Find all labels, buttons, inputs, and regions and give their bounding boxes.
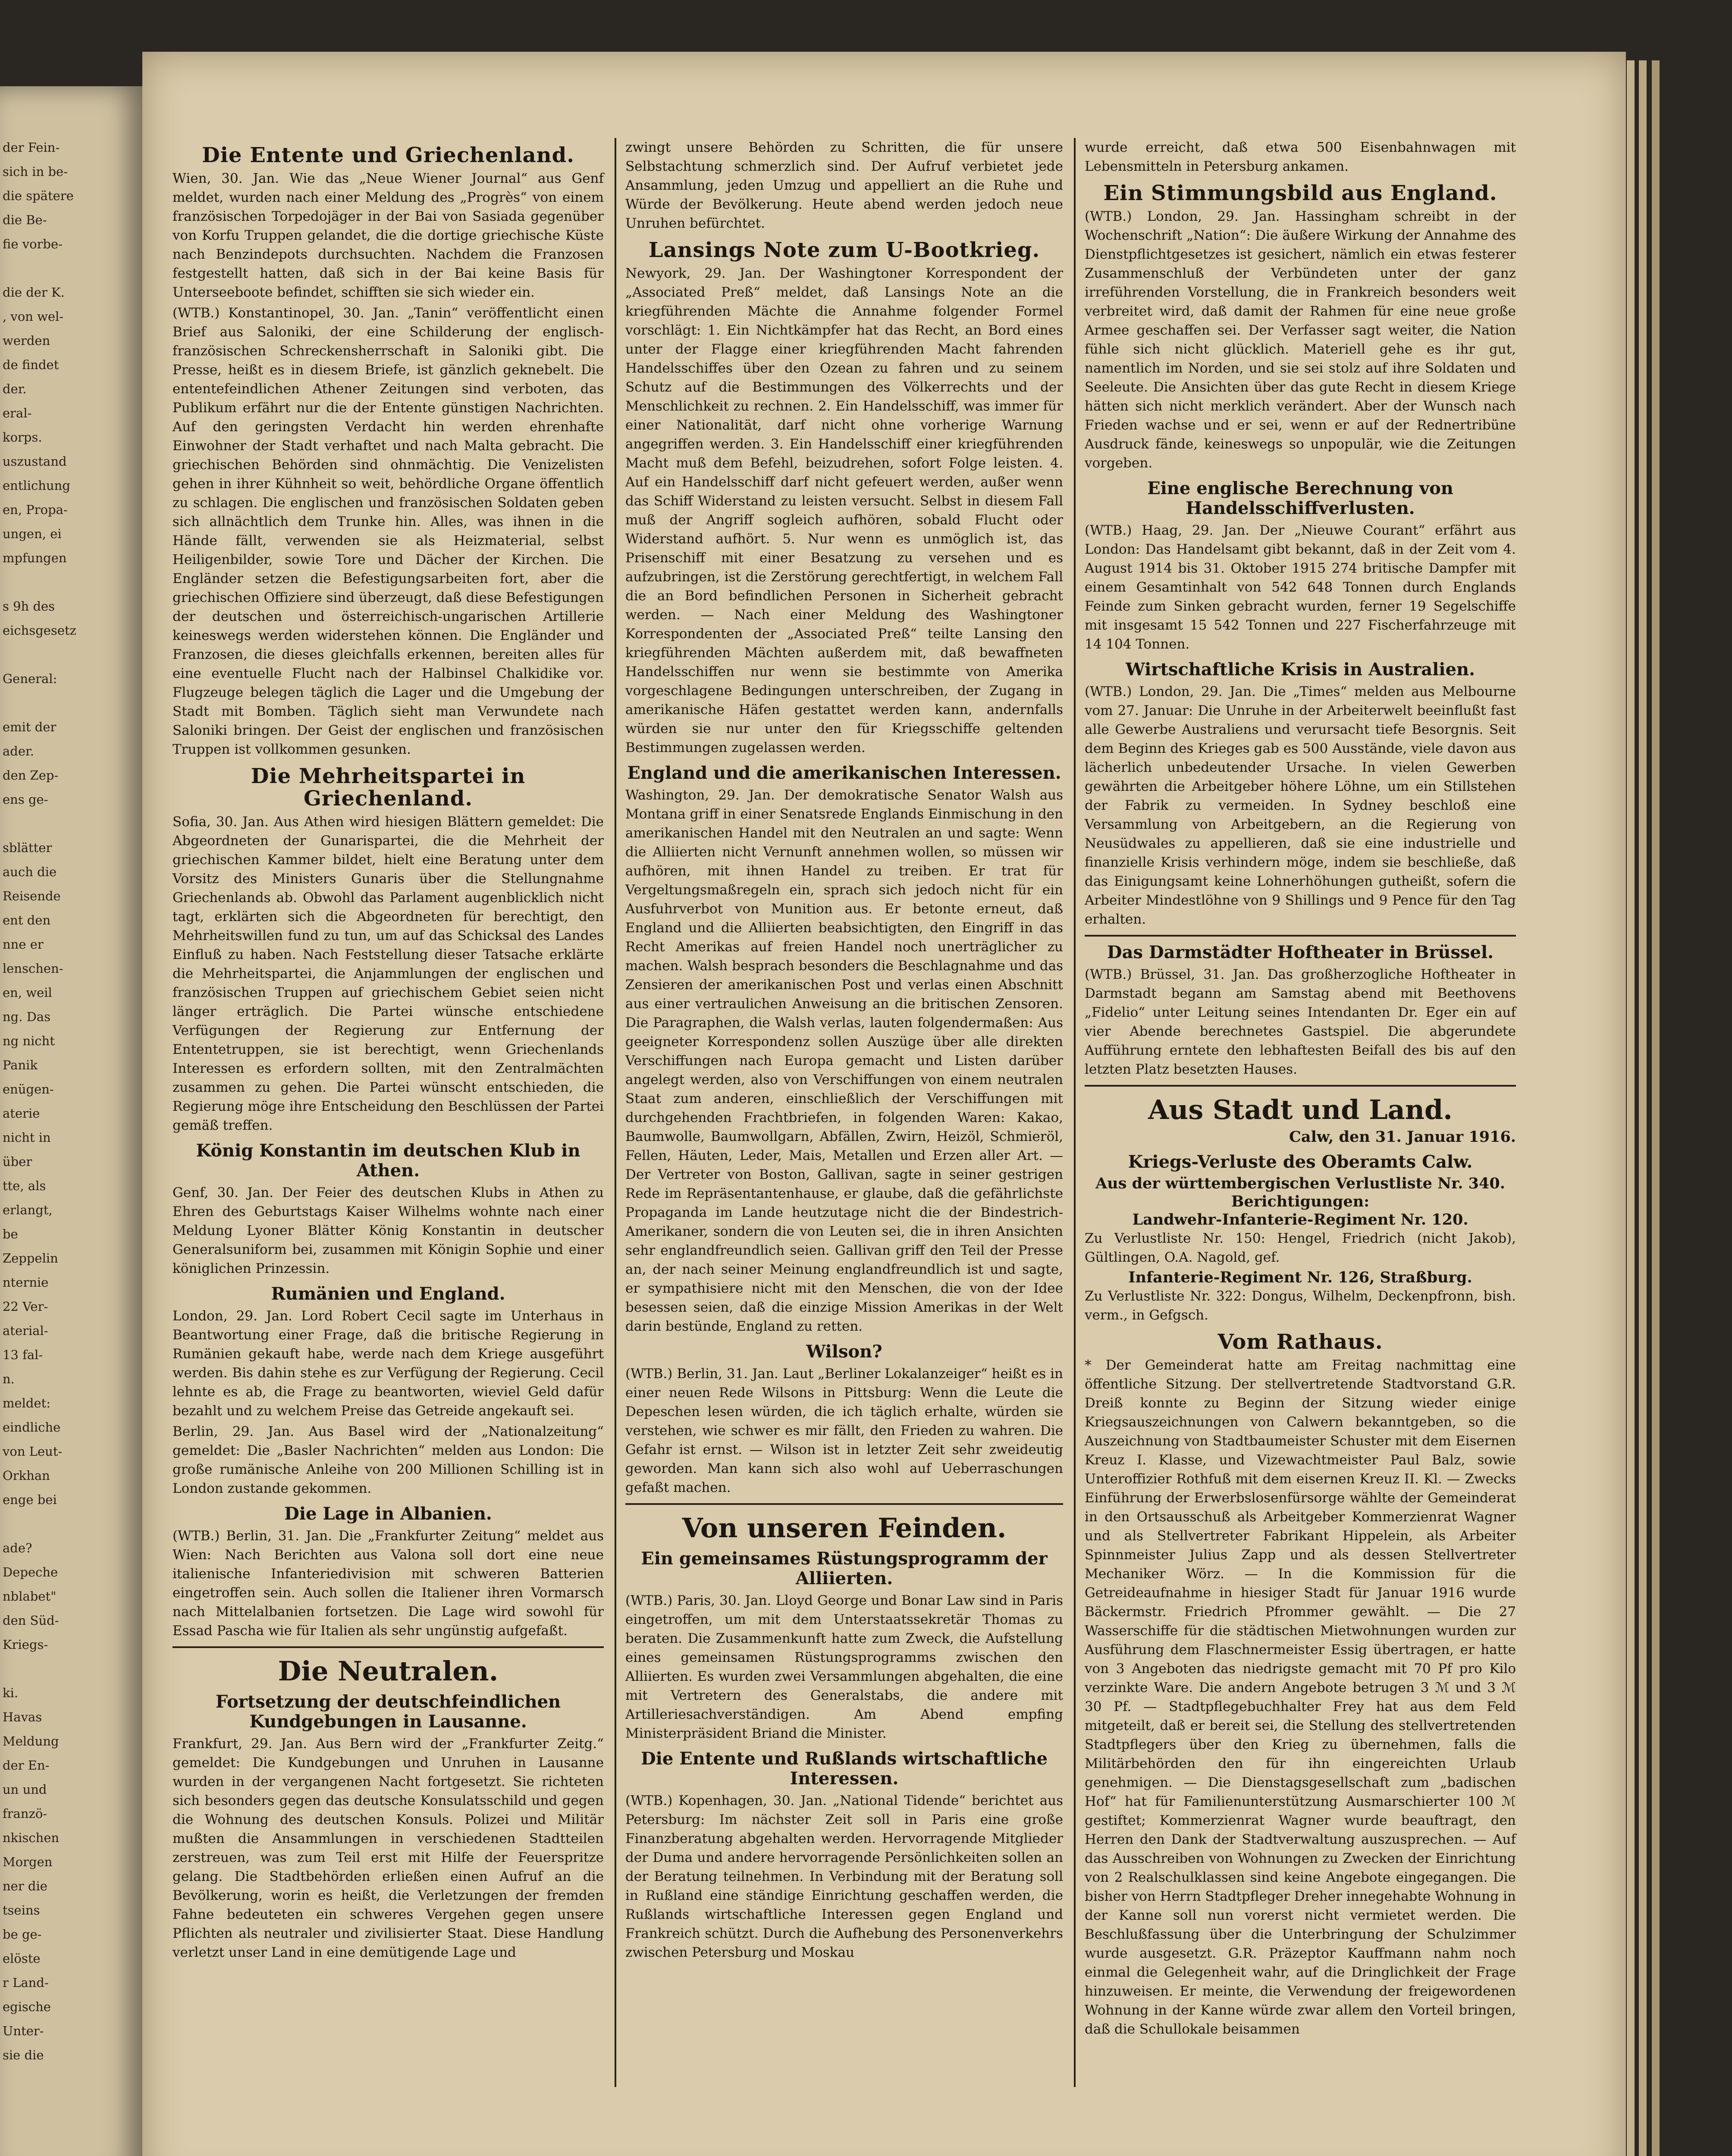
section-heading: Von unseren Feinden. <box>682 1512 1007 1544</box>
article-text: Newyork, 29. Jan. Der Washingtoner Korrespondent der „Associated Preß“ meldet, daß Lansings Note an die kriegführenden Mächte die Annahme folgender Formel vorschlägt: 1. Ein Nichtkämpfer hat das Recht, an Bord eines unter der Flagge einer kriegführenden Macht fahrenden Handelsschiffes über den Ozean zu fahren und zu seinem Schutz auf die Bestimmungen des Völkerrechts und der Menschlichkeit zu rechnen. 2. Ein Handelsschiff, was immer für einer Nationalität, darf nicht ohne vorherige Warnung angegriffen werden. 3. Ein Handelsschiff einer kriegführenden Macht muß dem Befehl, beizudrehen, sofort Folge leisten. 4. Auf ein Handelsschiff darf nicht gefeuert werden, außer wenn das Schiff Widerstand zu leisten versucht. Selbst in diesem Fall muß der Angriff sogleich aufhören, sobald Flucht oder Widerstand aufhört. 5. Nur wenn es unmöglich ist, das Prisenschiff mit einer Besatzung zu versehen und es aufzubringen, ist die Zerstörung gerechtfertigt, in welchem Fall die an Bord befindlichen Personen in Sicherheit gebracht werden. — Nach einer Meldung des Washingtoner Korrespondenten der „Associated Preß“ teilte Lansing den kriegführenden Mächten außerdem mit, daß bewaffneten Handelsschiffen nur wenn sie bestimmte von Amerika vorgeschlagene Bedingungen unterschreiben, der Zugang in amerikanische Häfen gestattet werden kann, andernfalls würden sie nur unter den für Kriegsschiffe geltenden Bestimmungen zugelassen werden. <box>625 266 1063 755</box>
subheading: Berichtigungen: <box>1231 1193 1370 1210</box>
margin-fragment: aterie <box>3 1106 40 1121</box>
margin-fragment: Depeche <box>3 1565 58 1579</box>
margin-fragment: auch die <box>3 865 57 879</box>
page-edge <box>1627 60 1635 2156</box>
margin-fragment: enge bei <box>3 1492 57 1507</box>
margin-fragment: ade? <box>3 1541 32 1555</box>
margin-fragment: Reisende <box>3 889 61 903</box>
margin-fragment: ng. Das <box>3 1009 51 1024</box>
margin-fragment: Morgen <box>3 1855 53 1869</box>
margin-fragment: 22 Ver- <box>3 1299 48 1314</box>
headline: Die Lage in Albanien. <box>284 1504 492 1524</box>
margin-fragment: der Fein- <box>3 140 60 155</box>
headline: Eine englische Berechnung von Handelsschiffverlusten. <box>1147 478 1453 518</box>
margin-fragment: nicht in <box>3 1130 51 1145</box>
article-text: (WTB.) Brüssel, 31. Jan. Das großherzogliche Hoftheater in Darmstadt begann am Samstag abend mit Beethovens „Fidelio“ unter Leitung seines Intendanten Dr. Eger ein auf vier Abende berechnetes Gastspiel. Die abgerundete Aufführung erntete den lebhaftesten Beifall des bis auf den letzten Platz besetzten Hauses. <box>1085 967 1516 1077</box>
section-heading: Aus Stadt und Land. <box>1148 1094 1453 1125</box>
margin-fragment: korps. <box>3 430 42 445</box>
section-divider <box>1085 935 1516 937</box>
margin-fragment: ki. <box>3 1686 19 1700</box>
margin-fragment: ner die <box>3 1879 47 1893</box>
article-text: London, 29. Jan. Lord Robert Cecil sagte im Unterhaus in Beantwortung einer Frage, daß die britische Regierung in Rumänien gekauft habe, werde nach dem Kriege ausgeführt werden. Bis dahin stehe es zur Verfügung der Regierung. Cecil lehnte es ab, die Frage zu beantworten, wieviel Geld dafür bezahlt und zu welchem Preise das Getreide angekauft sei. <box>173 1308 604 1419</box>
margin-fragment: fie vorbe- <box>3 237 63 251</box>
margin-fragment: werden <box>3 333 50 348</box>
article-text: Berlin, 29. Jan. Aus Basel wird der „Nationalzeitung“ gemeldet: Die „Basler Nachrichten“ melden aus London: Die große rumänische Anleihe von 200 Millionen Schilling ist in London zustande gekommen. <box>173 1424 604 1496</box>
article-text: Wien, 30. Jan. Wie das „Neue Wiener Journal“ aus Genf meldet, wurden nach einer Meldung des „Progrès“ von einem französischen Torpedojäger in der Bai von Sasiada gegenüber von Korfu Truppen gelandet, die die dortige griechische Küste nach Benzindepots durchsuchten. Nachdem die Franzosen festgestellt hatten, daß sich in der Bai keine Basis für Unterseeboote befindet, schifften sie sich wieder ein. <box>173 171 604 300</box>
subheading: Aus der württembergischen Verlustliste Nr. 340. <box>1095 1175 1505 1192</box>
headline: Wilson? <box>806 1341 882 1362</box>
margin-fragment: der En- <box>3 1758 50 1773</box>
margin-fragment: eindliche <box>3 1420 61 1435</box>
margin-fragment: Havas <box>3 1710 42 1724</box>
article-text: (WTB.) London, 29. Jan. Die „Times“ melden aus Melbourne vom 27. Januar: Die Unruhe in der Arbeiterwelt beeinflußt fast alle Gewerbe Australiens und verursacht tiefe Besorgnis. Seit dem Beginn des Krieges gab es 500 Ausstände, viele davon aus lächerlich unbedeutender Ursache. In vielen Gewerben gewährten die Arbeitgeber höhere Löhne, um ein Stillstehen der Fabrik zu vermeiden. In Sydney beschloß eine Versammlung von Arbeitgebern, an die Regierung von Neusüdwales zu appellieren, daß sie eine industrielle und finanzielle Krisis verhindern möge, indem sie beschließe, daß das Einigungsamt keine Lohnerhöhungen gutheißt, sofern die Arbeiter Mindestlöhne von 9 Shillings und 9 Pence für den Tag erhalten. <box>1085 684 1516 927</box>
headline: Ein Stimmungsbild aus England. <box>1103 181 1497 205</box>
margin-fragment: nne er <box>3 937 44 952</box>
subheading: Landwehr-Infanterie-Regiment Nr. 120. <box>1132 1211 1468 1228</box>
margin-fragment: sich in be- <box>3 164 68 179</box>
margin-fragment: n. <box>3 1372 15 1386</box>
headline: Wirtschaftliche Krisis in Australien. <box>1125 659 1475 680</box>
article-text: Sofia, 30. Jan. Aus Athen wird hiesigen Blättern gemeldet: Die Abgeordneten der Gunarispartei, die die Mehrheit der griechischen Kammer bildet, hielt eine Beratung unter dem Vorsitz des Ministers Gunaris über die Stellungnahme Griechenlands ab. Obwohl das Parlament augenblicklich nicht tagt, erklärten sich die Abgeordneten für berechtigt, den Mehrheitswillen fund zu tun, um auf das Schicksal des Landes Einfluß zu haben. Nach Feststellung dieser Tatsache erklärte die Mehrheitspartei, die Anjammlungen der englischen und französischen Truppen auf griechischem Gebiet seien nicht länger erträglich. Die Partei wünsche entschiedene Verfügungen der Regierung zur Entfernung der Ententetruppen, sie ist berechtigt, wenn Griechenlands Interessen es erfordern sollten, mit den Zentralmächten zusammen zu gehen. Die Partei wünscht entschieden, die Regierung möge ihre Entscheidung den Beschlüssen der Partei gemäß treffen. <box>173 814 604 1133</box>
margin-fragment: 13 fal- <box>3 1348 43 1362</box>
margin-fragment: den Süd- <box>3 1613 59 1628</box>
margin-fragment: uszustand <box>3 454 67 469</box>
margin-fragment: egische <box>3 1999 51 2014</box>
article-text: wurde erreicht, daß etwa 500 Eisenbahnwagen mit Lebensmitteln in Petersburg ankamen. <box>1085 140 1516 174</box>
margin-fragment: en, Propa- <box>3 502 68 517</box>
margin-fragment: ent den <box>3 913 51 928</box>
margin-fragment: nblabet" <box>3 1589 56 1604</box>
article-text: (WTB.) Haag, 29. Jan. Der „Nieuwe Courant“ erfährt aus London: Das Handelsamt gibt bekannt, daß in der Zeit vom 4. August 1914 bis 31. Oktober 1915 274 britische Dampfer mit einem Gesamtinhalt von 542 648 Tonnen durch Englands Feinde zum Sinken gebracht wurden, ferner 19 Segelschiffe mit insgesamt 15 542 Tonnen und 227 Fischerfahrzeuge mit 14 104 Tonnen. <box>1085 523 1516 652</box>
headline: Ein gemeinsames Rüstungsprogramm der Alliierten. <box>641 1548 1048 1589</box>
headline: Kriegs-Verluste des Oberamts Calw. <box>1128 1152 1473 1172</box>
margin-fragment: de findet <box>3 357 59 372</box>
margin-fragment: s 9h des <box>3 599 55 614</box>
margin-fragment: emit der <box>3 720 56 734</box>
article-text: Washington, 29. Jan. Der demokratische Senator Walsh aus Montana griff in einer Senatsrede Englands Einmischung in den amerikanischen Handel mit den Neutralen an und sagte: Wenn die Alliierten nicht Vernunft annehmen wollen, so müssen wir aufhören, mit ihnen Handel zu treiben. Er trat für Vergeltungsmaßregeln ein, sprach sich jedoch nicht für ein Ausfuhrverbot von Munition aus. Er betonte erneut, daß England und die Alliierten beabsichtigten, den Eingriff in das Recht Amerikas auf freien Handel noch unerträglicher zu machen. Walsh besprach besonders die Beschlagnahme und das Zensieren der amerikanischen Post und verlas einen Abschnitt aus einer vertraulichen Anweisung an die britischen Zensoren. Die Paragraphen, die Walsh verlas, lauten folgendermaßen: Aus geeigneter Korrespondenz sollen Auszüge über alle direkten Verschiffungen nach Europa gemacht und Listen darüber angelegt werden, also von Verschiffungen von einem neutralen Staat zum anderen, einschließlich der Verschiffungen mit durchgehenden Frachtbriefen, in folgenden Waren: Kakao, Baumwolle, Baumwollgarn, Abfällen, Zwirn, Heizöl, Schmieröl, Fellen, Häuten, Leder, Mais, Metallen und Erzen aller Art. — Der Vertreter von Boston, Gallivan, sagte in seiner gestrigen Rede im Repräsentantenhause, er glaube, daß die gefährlichste Propaganda im Lande heutzutage nicht die der Bindestrich-Amerikaner, sondern die von Leuten sei, die in ihren Ansichten sehr englandfreundlich seien. Gallivan griff den Teil der Presse an, der nach seiner Meinung englandfreundlich ist und sagte, er sympathisiere nicht mit den Menschen, die von der Idee besessen seien, daß die einzige Mission Amerikas in der Welt darin bestünde, England zu retten. <box>625 787 1063 1334</box>
margin-fragment: mpfungen <box>3 551 67 565</box>
margin-fragment: , von wel- <box>3 309 64 324</box>
section-heading: Die Neutralen. <box>278 1655 499 1687</box>
margin-fragment: eral- <box>3 406 32 420</box>
headline: Lansings Note zum U-Bootkrieg. <box>648 238 1040 262</box>
margin-fragment: franzö- <box>3 1806 47 1821</box>
margin-fragment: die spätere <box>3 188 74 203</box>
page-edge <box>1639 60 1647 2156</box>
margin-fragment: elöste <box>3 1951 41 1966</box>
margin-fragment: Meldung <box>3 1734 59 1749</box>
margin-fragment: General: <box>3 671 57 686</box>
section-divider <box>1085 1085 1516 1087</box>
dateline: Calw, den 31. Januar 1916. <box>1289 1128 1516 1146</box>
margin-fragment: die der K. <box>3 285 65 300</box>
margin-fragment: tte, als <box>3 1178 46 1193</box>
article-text: * Der Gemeinderat hatte am Freitag nachmittag eine öffentliche Sitzung. Der stellvertretende Stadtvorstand G.R. Dreiß konnte zu Beginn der Sitzung wieder einige Kriegsauszeichnungen von Calwern bekanntgeben, so die Auszeichnung von Stadtbaumeister Schuster mit dem Eisernen Kreuz I. Klasse, und Vizewachtmeister Paul Balz, sowie Unteroffizier Rothfuß mit dem eisernen Kreuz II. Kl. — Zwecks Einführung der Erwerbslosenfürsorge wählte der Gemeinderat in den Ortsausschuß als Arbeitgeber Kommerzienrat Wagner und als Stellvertreter Fabrikant Hippelein, als Arbeiter Spinnmeister Julius Zapp und als dessen Stellvertreter Mechaniker Wörz. — In die Kommission für die Getreideaufnahme in hiesiger Stadt für Januar 1916 wurde Bäckermstr. Friedrich Pfrommer gewählt. — Die 27 Wasserschiffe für die städtischen Mietwohnungen wurden zur Ausführung dem Flaschnermeister Essig übertragen, er hatte von 3 Angeboten das niedrigste gemacht mit 70 Pf pro Kilo verzinkte Ware. Die andern Angebote betrugen 3 ℳ und 3 ℳ 30 Pf. — Stadtpflegebuchhalter Frey hat aus dem Feld mitgeteilt, daß er bereit sei, die Stellung des stellvertretenden Stadtpflegers über den Krieg zu übernehmen, falls die Militärbehörden den für ihn eingereichten Urlaub genehmigen. — Die Dienstagsgesellschaft zum „badischen Hof“ hat für Familienunterstützung Ausmarschierter 100 ℳ gestiftet; Kommerzienrat Wagner wurde beauftragt, den Herren den Dank der Stadtverwaltung auszusprechen. — Auf das Ausschreiben von Wohnungen zu Zwecken der Einrichtung von 2 Realschulklassen sind keine Angebote eingegangen. Die bisher von Herrn Stadtpfleger Dreher innegehabte Wohnung in der Kanne soll nun vorerst nicht vermietet werden. Die Beschlußfassung über die Unterbringung der Schulzimmer wurde ausgesetzt. G.R. Präzeptor Kauffmann nahm noch einmal die Gelegenheit wahr, auf die Dringlichkeit der Frage hinzuweisen. Er meinte, die Verwendung der freigewordenen Wohnung in der Kanne würde zwar allem den Vorteil bringen, daß die Schullokale beisammen <box>1085 1357 1516 2037</box>
headline: Vom Rathaus. <box>1217 1330 1383 1354</box>
headline: Fortsetzung der deutschfeindlichen Kundgebungen in Lausanne. <box>215 1692 561 1732</box>
margin-fragment: den Zep- <box>3 768 59 783</box>
margin-fragment: Panik <box>3 1058 38 1072</box>
margin-fragment: Orkhan <box>3 1468 50 1483</box>
article-text: (WTB.) Paris, 30. Jan. Lloyd George und Bonar Law sind in Paris eingetroffen, um mit dem Unterstaatssekretär Thomas zu beraten. Die Zusammenkunft hatte zum Zweck, die Aufstellung eines gemeinsamen Rüstungsprogramms zwischen den Alliierten. Es wurden zwei Versammlungen abgehalten, die eine mit Vertretern des Generalstabs, die andere mit Artilleriesachverständigen. Am Abend empfing Ministerpräsident Briand die Minister. <box>625 1593 1063 1741</box>
margin-fragment: ungen, ei <box>3 526 62 541</box>
margin-fragment: Kriegs- <box>3 1637 48 1652</box>
margin-fragment: entlichung <box>3 478 70 493</box>
margin-fragment: die Be- <box>3 213 47 227</box>
column-3 <box>1085 138 1516 2040</box>
margin-fragment: un und <box>3 1782 47 1797</box>
margin-fragment: der. <box>3 382 27 396</box>
column-1 <box>173 138 604 1964</box>
headline: Rumänien und England. <box>271 1284 505 1304</box>
margin-fragment: lenschen- <box>3 961 63 976</box>
subheading: Infanterie-Regiment Nr. 126, Straßburg. <box>1128 1269 1472 1286</box>
column-rule <box>1074 138 1076 2087</box>
margin-fragment: r Land- <box>3 1975 49 1990</box>
margin-fragment: sie die <box>3 2048 44 2062</box>
article-text: (WTB.) Kopenhagen, 30. Jan. „National Tidende“ berichtet aus Petersburg: Im nächster Zeit soll in Paris eine große Finanzberatung abgehalten werden. Hervorragende Mitglieder der Duma und andere hervorragende Persönlichkeiten sollen an der Beratung teilnehmen. In Verbindung mit der Beratung soll in Rußland eine ständige Einrichtung geschaffen werden, die Rußlands wirtschaftliche Interessen gegen England und Frankreich schützt. Durch die Aufhebung des Personenverkehrs zwischen Petersburg und Moskau <box>625 1793 1063 1960</box>
article-text: (WTB.) Konstantinopel, 30. Jan. „Tanin“ veröffentlicht einen Brief aus Saloniki, der eine Schilderung der englisch-französischen Schreckensherrschaft in Saloniki gibt. Die Presse, heißt es in diesem Briefe, ist gänzlich geknebelt. Die ententefeindlichen Athener Zeitungen sind verboten, das Publikum erfährt nur die der Entente günstigen Nachrichten. Auf den geringsten Verdacht hin werden ehrenhafte Einwohner der Stadt verhaftet und nach Malta gebracht. Die griechischen Behörden sind ohnmächtig. Die Venizelisten gehen in ihrer Kühnheit so weit, behördliche Organe öffentlich zu schlagen. Die englischen und französischen Soldaten geben sich allnächtlich dem Trunke hin. Alles, was ihnen in die Hände fällt, verwenden sie als Heizmaterial, selbst Heiligenbilder, sowie Tore und Dächer der Kirchen. Die Engländer setzen die Befestigungsarbeiten fort, aber die griechischen Offiziere sind überzeugt, daß diese Befestigungen der deutschen und österreichisch-ungarischen Artillerie keineswegs werden widerstehen können. Die Engländer und Franzosen, die dieses gleichfalls erkennen, bereiten alles für eine eventuelle Flucht nach der Halbinsel Chalkidike vor. Flugzeuge belegen täglich die Lager und die Umgebung der Stadt mit Bomben. Täglich sieht man Verwundete nach Saloniki bringen. Der Geist der englischen und französischen Truppen ist vollkommen gesunken. <box>173 305 604 757</box>
margin-fragment: enügen- <box>3 1082 54 1097</box>
headline: Die Entente und Griechenland. <box>202 143 574 167</box>
article-text: zwingt unsere Behörden zu Schritten, die für unsere Selbstachtung schmerzlich sind. Der Aufruf verbietet jede Ansammlung, jeden Umzug und appelliert an die Ruhe und Würde der Bevölkerung. Heute abend werden jedoch neue Unruhen befürchtet. <box>625 140 1063 231</box>
headline: König Konstantin im deutschen Klub in Athen. <box>196 1141 580 1181</box>
margin-fragment: aterial- <box>3 1323 48 1338</box>
article-text: Zu Verlustliste Nr. 322: Dongus, Wilhelm, Deckenpfronn, bish. verm., in Gefgsch. <box>1085 1288 1516 1323</box>
margin-fragment: en, weil <box>3 985 52 1000</box>
article-text: Genf, 30. Jan. Der Feier des deutschen Klubs in Athen zu Ehren des Geburtstags Kaiser Wilhelms wohnte nach einer Meldung Lyoner Blätter König Konstantin in deutscher Generalsuniform bei, zusammen mit Königin Sophie und einer königlichen Prinzessin. <box>173 1185 604 1276</box>
margin-fragment: über <box>3 1154 32 1169</box>
margin-fragment: tseins <box>3 1903 40 1918</box>
margin-fragment: be <box>3 1227 18 1241</box>
previous-page-margin <box>0 86 142 2156</box>
column-rule <box>615 138 616 2087</box>
margin-fragment: eichsgesetz <box>3 623 76 638</box>
margin-fragment: sblätter <box>3 840 52 855</box>
article-text: (WTB.) Berlin, 31. Jan. Die „Frankfurter Zeitung“ meldet aus Wien: Nach Berichten aus Valona soll dort eine neue italienische Infanteriedivision mit schweren Batterien eingetroffen sein. Auch sollen die Italiener ihren Vormarsch nach Mittelalbanien fortsetzen. Die Lage wird sowohl für Essad Pascha wie für Italien als sehr ungünstig aufgefaßt. <box>173 1528 604 1639</box>
article-text: (WTB.) Berlin, 31. Jan. Laut „Berliner Lokalanzeiger“ heißt es in einer neuen Rede Wilsons in Pittsburg: Wenn die Leute die Depeschen lesen würden, die ich täglich erhalte, würden sie verstehen, wie schwer es mir fällt, den Frieden zu wahren. Die Gefahr ist ernst. — Wilson ist in letzter Zeit sehr zweideutig geworden. Man kann sich also wohl auf Ueberraschungen gefaßt machen. <box>625 1366 1063 1495</box>
headline: England und die amerikanischen Interessen. <box>627 763 1061 783</box>
margin-fragment: Unter- <box>3 2024 44 2038</box>
margin-fragment: ng nicht <box>3 1034 55 1048</box>
margin-fragment: ens ge- <box>3 792 48 807</box>
headline: Die Entente und Rußlands wirtschaftliche Interessen. <box>640 1749 1048 1789</box>
margin-fragment: nkischen <box>3 1830 60 1845</box>
margin-fragment: ader. <box>3 744 34 758</box>
margin-fragment: Zeppelin <box>3 1251 58 1266</box>
page-edge <box>1652 60 1660 2156</box>
article-text: Zu Verlustliste Nr. 150: Hengel, Friedrich (nicht Jakob), Gültlingen, O.A. Nagold, gef. <box>1085 1231 1516 1265</box>
section-divider <box>173 1646 604 1648</box>
margin-fragment: nternie <box>3 1275 49 1290</box>
margin-fragment: erlangt, <box>3 1203 53 1217</box>
section-divider <box>625 1503 1063 1505</box>
article-text: (WTB.) London, 29. Jan. Hassingham schreibt in der Wochenschrift „Nation“: Die äußere Wirkung der Annahme des Dienstpflichtgesetzes ist gesichert, nämlich ein etwas festerer Zusammenschluß der Verbündeten unter der ganz irreführenden Vorstellung, die in Frankreich besonders weit verbreitet wird, daß damit der Rahmen für eine neue große Armee geschaffen sei. Der Verfasser sagt weiter, die Nation fühle sich nicht glücklich. Materiell gehe es ihr gut, namentlich im Norden, und sie sei stolz auf ihre Soldaten und Seeleute. Die Ansichten über das gute Recht in diesem Kriege hätten sich nicht merklich verändert. Aber der Wunsch nach Frieden wachse und er sei, wenn er auf der Rednertribüne Ausdruck fände, keineswegs so unpopulär, wie die Zeitungen vorgeben. <box>1085 209 1516 471</box>
margin-fragment: meldet: <box>3 1396 51 1410</box>
margin-fragment: be ge- <box>3 1927 42 1942</box>
article-text: Frankfurt, 29. Jan. Aus Bern wird der „Frankfurter Zeitg.“ gemeldet: Die Kundgebungen und Unruhen in Lausanne wurden in der vergangenen Nacht fortgesetzt. Sie richteten sich besonders gegen das deutsche Konsulatsschild und gegen die Wohnung des deutschen Konsuls. Polizei und Militär mußten die Ansammlungen in verschiedenen Stadtteilen zerstreuen, was zum Teil erst mit Hilfe der Feuerspritze gelang. Die Stadtbehörden erließen einen Aufruf an die Bevölkerung, worin es heißt, die Verletzungen der fremden Fahne bedeuteten ein schweres Vergehen gegen unsere Pflichten als neutraler und zivilisierter Staat. Diese Handlung verletzt unser Land in eine demütigende Lage und <box>173 1736 604 1960</box>
margin-fragment: von Leut- <box>3 1444 63 1459</box>
column-2 <box>625 138 1063 1964</box>
headline: Die Mehrheitspartei in Griechenland. <box>251 764 526 811</box>
headline: Das Darmstädter Hoftheater in Brüssel. <box>1107 942 1494 962</box>
